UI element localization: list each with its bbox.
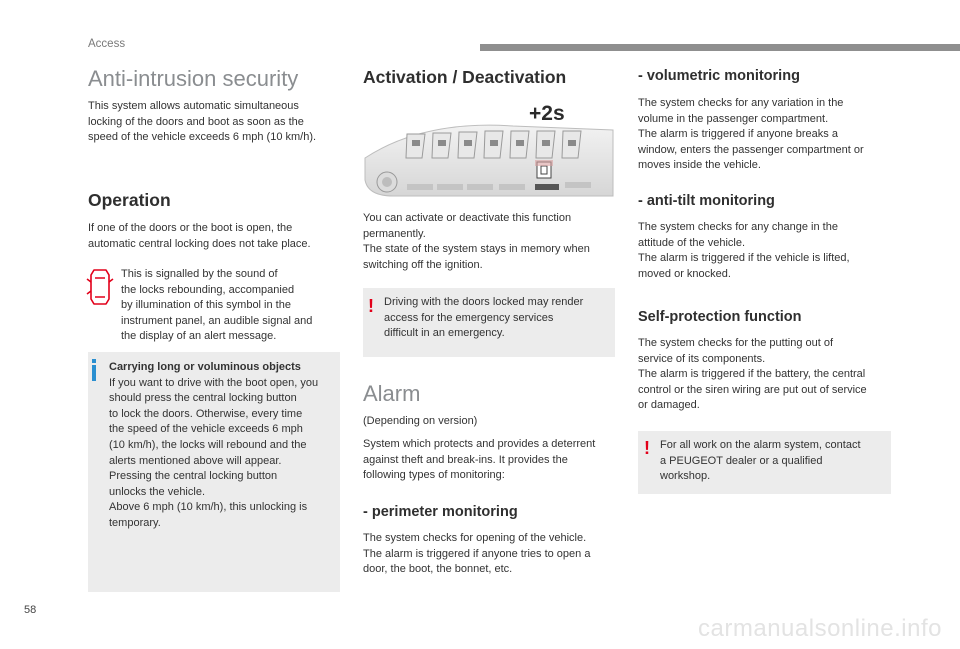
activation-heading: Activation / Deactivation [363, 67, 567, 87]
page-title: Anti-intrusion security [88, 66, 299, 91]
operation-heading: Operation [88, 190, 171, 210]
warning-dealer-text: For all work on the alarm system, contact a PEUGEOT dealer or a qualified workshop. [660, 439, 861, 483]
alarm-version-note: (Depending on version) [363, 415, 478, 427]
selfprotection-paragraph: The system checks for the putting out of service of its components. The alarm is triggered if the battery, the central control or the siren wiring are put out of service or damaged. [638, 337, 867, 412]
perimeter-heading: - perimeter monitoring [363, 504, 518, 520]
intro-paragraph: This system allows automatic simultaneous locking of the doors and boot as soon as the speed of the vehicle exceeds 6 mph (10 km/h). [88, 100, 317, 144]
antitilt-heading: - anti-tilt monitoring [638, 193, 775, 209]
door-open-alert-icon [86, 267, 114, 307]
info-title: Carrying long or voluminous objects [109, 361, 301, 373]
volumetric-heading: - volumetric monitoring [638, 68, 800, 84]
volumetric-paragraph: The system checks for any variation in the volume in the passenger compartment. The alarm is triggered if anyone breaks a window, enters the passenger compartment or moves inside the vehicle. [638, 97, 864, 172]
signal-paragraph: This is signalled by the sound of the locks rebounding, accompanied by illumination of this symbol in the instrument panel, an audible signal and the display of an alert message. [121, 268, 313, 343]
watermark: carmanualsonline.info [698, 615, 942, 642]
info-content: Carrying long or voluminous objects If you want to drive with the boot open, you should press the central locking button to lock the doors. Otherwise, every time the speed of the vehicle exceeds 6 mph (10 km/h), the locks will rebound and the alerts mentioned above will appear. Pressing the central locking button unlocks the vehicle. Above 6 mph (10 km/h), this unlocking is temporary. [109, 361, 319, 529]
perimeter-paragraph: The system checks for opening of the vehicle. The alarm is triggered if anyone tries to open a door, the boot, the bonnet, etc. [363, 532, 591, 576]
selfprotection-heading: Self-protection function [638, 309, 802, 325]
page-number: 58 [24, 604, 37, 616]
antitilt-paragraph: The system checks for any change in the attitude of the vehicle. The alarm is triggered if the vehicle is lifted, moved or knocked. [638, 221, 850, 280]
alarm-heading: Alarm [363, 381, 421, 406]
activation-paragraph: You can activate or deactivate this function permanently. The state of the system stays in memory when switching off the ignition. [363, 212, 590, 271]
warning-icon: ! [368, 296, 374, 316]
warning-icon-dealer: ! [644, 438, 650, 458]
info-icon [91, 359, 97, 381]
warning-emergency-text: Driving with the doors locked may render access for the emergency services difficult in an emergency. [384, 296, 584, 340]
press-duration-label: +2s [529, 102, 565, 125]
dashboard-button-diagram [363, 100, 615, 204]
alarm-paragraph: System which protects and provides a deterrent against theft and break-ins. It provides the following types of monitoring: [363, 438, 596, 482]
header-bar [480, 44, 960, 51]
section-label: Access [88, 38, 126, 50]
operation-paragraph: If one of the doors or the boot is open, the automatic central locking does not take place. [88, 222, 311, 250]
